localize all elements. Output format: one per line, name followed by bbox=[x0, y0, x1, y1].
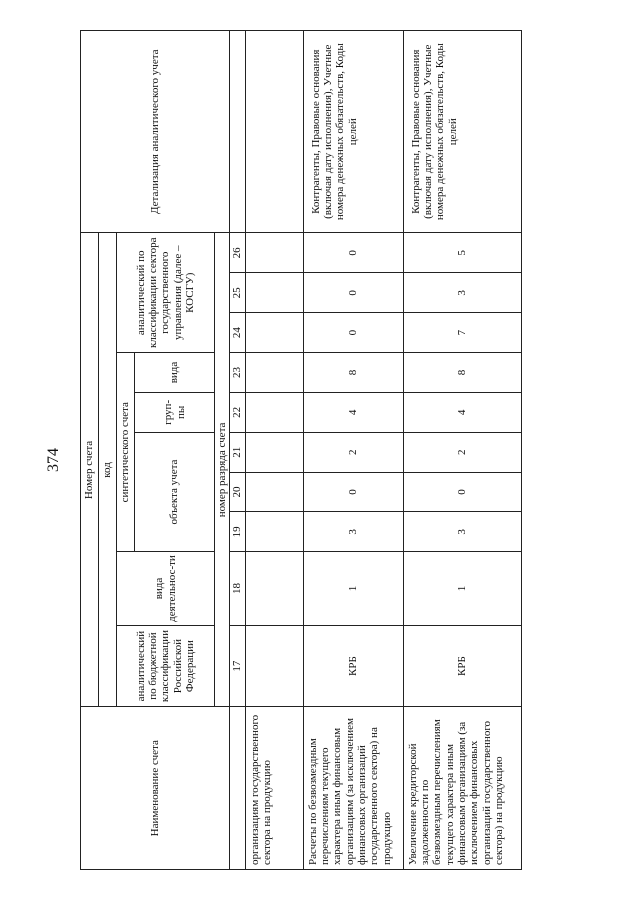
digit-cell: 26 bbox=[230, 233, 245, 273]
row-value: 5 bbox=[403, 233, 521, 273]
row-value: 1 bbox=[403, 552, 521, 625]
digit-cell: 20 bbox=[230, 472, 245, 512]
row-value: 4 bbox=[303, 392, 403, 432]
rotated-page bbox=[80, 30, 520, 870]
row-value: 2 bbox=[303, 432, 403, 472]
account-table bbox=[80, 30, 522, 870]
row-detail: Контрагенты, Правовые основания (включая дату исполнения), Учетные номера денежных обязательств, Коды целей bbox=[303, 31, 403, 233]
digit-cell: 21 bbox=[230, 432, 245, 472]
row-value: 7 bbox=[403, 313, 521, 353]
row-value bbox=[245, 313, 303, 353]
row-value: 3 bbox=[403, 512, 521, 552]
digit-cell: 25 bbox=[230, 273, 245, 313]
row-value: 8 bbox=[303, 353, 403, 393]
header-synthetic: синтетического счета bbox=[117, 353, 135, 552]
row-name: Расчеты по безвозмездным перечислениям текущего характера иным финансовым организациям (за исключением финансовых организаций государственного сектора) на продукцию bbox=[303, 707, 403, 870]
row-value: 0 bbox=[403, 472, 521, 512]
header-object: объекта учета bbox=[135, 432, 215, 552]
digit-cell: 17 bbox=[230, 625, 245, 707]
row-value: 3 bbox=[403, 273, 521, 313]
row-value: 0 bbox=[303, 273, 403, 313]
row-value: КРБ bbox=[403, 625, 521, 707]
table-row bbox=[303, 31, 403, 870]
row-value: 3 bbox=[303, 512, 403, 552]
row-detail bbox=[245, 31, 303, 233]
page-number: 374 bbox=[45, 448, 62, 472]
row-value bbox=[245, 552, 303, 625]
header-analytic-budget: аналитический по бюджетной классификации Российской Федерации bbox=[117, 625, 215, 707]
header-account-number: Номер счета bbox=[81, 233, 99, 707]
row-value bbox=[245, 472, 303, 512]
digit-spacer bbox=[230, 707, 245, 870]
table-row bbox=[245, 31, 303, 870]
row-value bbox=[245, 392, 303, 432]
row-value bbox=[245, 353, 303, 393]
digit-cell: 18 bbox=[230, 552, 245, 625]
row-value bbox=[245, 273, 303, 313]
digit-cell: 23 bbox=[230, 353, 245, 393]
header-activity: вида деятельнос-ти bbox=[117, 552, 215, 625]
table-row bbox=[403, 31, 521, 870]
row-value bbox=[245, 512, 303, 552]
row-value: 0 bbox=[303, 233, 403, 273]
row-value: 2 bbox=[403, 432, 521, 472]
row-value: 0 bbox=[303, 472, 403, 512]
header-group: груп-пы bbox=[135, 392, 215, 432]
row-detail: Контрагенты, Правовые основания (включая дату исполнения), Учетные номера денежных обязательств, Коды целей bbox=[403, 31, 521, 233]
row-value: 1 bbox=[303, 552, 403, 625]
header-kind: вида bbox=[135, 353, 215, 393]
row-value: 8 bbox=[403, 353, 521, 393]
digit-cell: 19 bbox=[230, 512, 245, 552]
header-name: Наименование счета bbox=[81, 707, 230, 870]
row-name: Увеличение кредиторской задолженности по безвозмездным перечислениям текущего характера иным финансовым организациям (за исключением финансовых организаций государственного сектора) на продукцию bbox=[403, 707, 521, 870]
header-detail: Детализация аналитического учета bbox=[81, 31, 230, 233]
header-kosgu: аналитический по классификации сектора государственного управления (далее – КОСГУ) bbox=[117, 233, 215, 353]
digit-cell: 22 bbox=[230, 392, 245, 432]
digit-spacer bbox=[230, 31, 245, 233]
row-value: 0 bbox=[303, 313, 403, 353]
digit-cell: 24 bbox=[230, 313, 245, 353]
row-value: КРБ bbox=[303, 625, 403, 707]
row-value bbox=[245, 432, 303, 472]
row-value: 4 bbox=[403, 392, 521, 432]
header-digit-number: номер разряда счета bbox=[215, 233, 230, 707]
row-name: организациям государственного сектора на продукцию bbox=[245, 707, 303, 870]
row-value bbox=[245, 625, 303, 707]
header-code: код bbox=[99, 233, 117, 707]
row-value bbox=[245, 233, 303, 273]
